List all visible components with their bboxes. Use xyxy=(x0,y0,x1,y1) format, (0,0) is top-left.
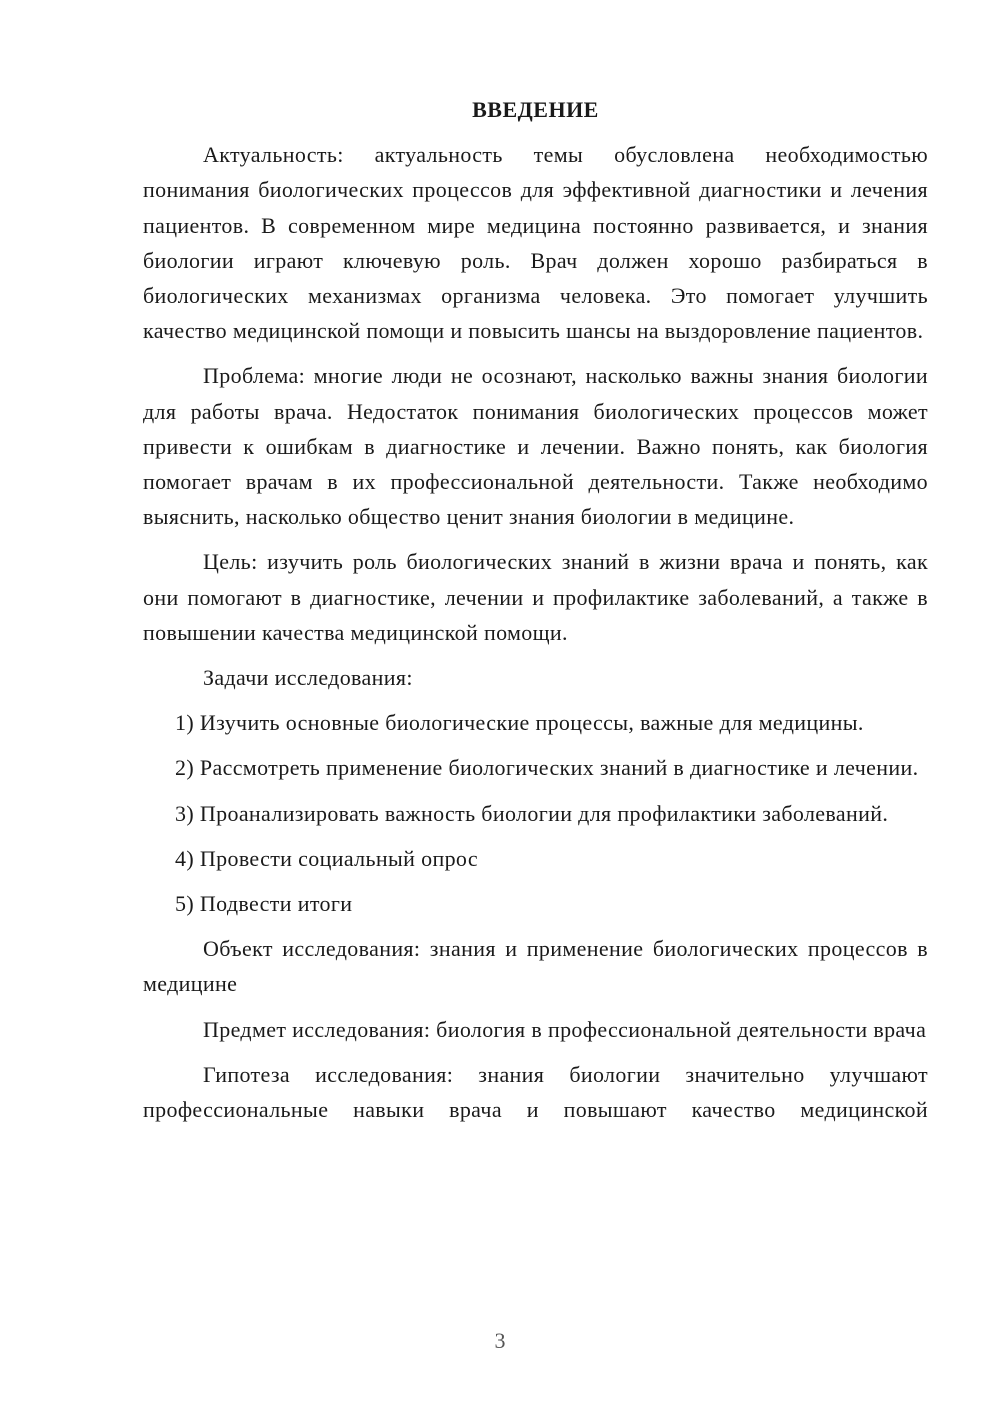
task-item-5: 5) Подвести итоги xyxy=(175,891,353,917)
object-paragraph: Объект исследования: знания и применение биологических процессов в медицине xyxy=(143,936,928,997)
tasks-intro: Задачи исследования: xyxy=(203,665,413,691)
goal-paragraph: Цель: изучить роль биологических знаний в жизни врача и понять, как они помогают в диагностике, лечении и профилактике заболеваний, а также в повышении качества медицинской помощи. xyxy=(143,549,928,645)
task-item-2: 2) Рассмотреть применение биологических знаний в диагностике и лечении. xyxy=(175,755,919,781)
task-item-3: 3) Проанализировать важность биологии для профилактики заболеваний. xyxy=(175,800,889,826)
problem-paragraph: Проблема: многие люди не осознают, насколько важны знания биологии для работы врача. Недостаток понимания биологических процессов может привести к ошибкам в диагностике и лечении. Важно понять, как биология помогает врачам в их профессиональной деятельности. Также необходимо выяснить, насколько общество ценит знания биологии в медицине. xyxy=(143,363,928,530)
page-number: 3 xyxy=(494,1328,506,1353)
hypothesis-paragraph: Гипотеза исследования: знания биологии значительно улучшают профессиональные навыки врача и повышают качество медицинской xyxy=(143,1061,928,1123)
relevance-paragraph: Актуальность: актуальность темы обусловлена необходимостью понимания биологических процессов для эффективной диагностики и лечения пациентов. В современном мире медицина постоянно развивается, и знания биологии играют ключевую роль. Врач должен хорошо разбираться в биологических механизмах организма человека. Это помогает улучшить качество медицинской помощи и повысить шансы на выздоровление пациентов. xyxy=(143,142,928,344)
subject-paragraph: Предмет исследования: биология в профессиональной деятельности врача xyxy=(203,1016,927,1042)
task-item-1: 1) Изучить основные биологические процессы, важные для медицины. xyxy=(175,710,864,736)
task-item-4: 4) Провести социальный опрос xyxy=(175,845,478,871)
section-heading: ВВЕДЕНИЕ xyxy=(472,97,599,122)
page-content xyxy=(143,92,928,1137)
